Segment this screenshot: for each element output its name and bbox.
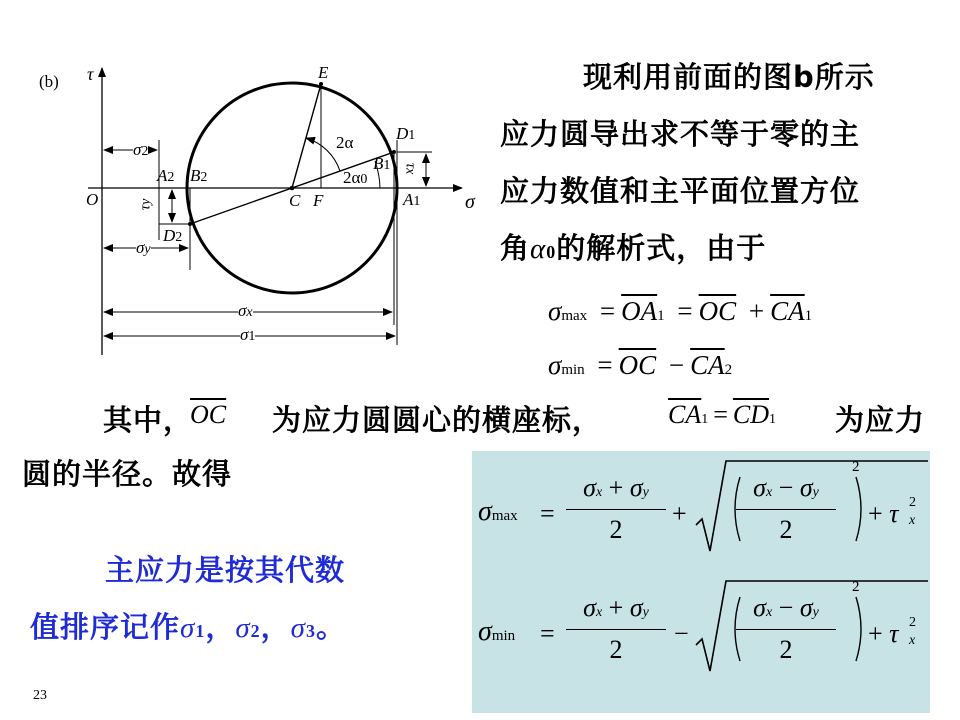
point-d1-label: D1	[396, 124, 416, 143]
sigma1-label: σ1	[240, 325, 256, 344]
center-label: C	[289, 191, 301, 210]
page-number: 23	[33, 688, 47, 703]
text-line-3: 应力数值和主平面位置方位	[500, 174, 861, 208]
arc-2alpha	[306, 138, 340, 171]
formula-max-lhs: σmax	[478, 496, 518, 527]
angle-2alpha-label: 2α	[336, 133, 354, 152]
blue-note-line-2: 值排序记作σ1，σ2，σ3。	[30, 610, 346, 644]
point-b1-label: B1	[373, 154, 391, 173]
principal-stress-formula-box: σmax = σx + σy 2 + σx − σy 2 2 + τ 2 x σmin = σx + σy 2 − σx − σy 2 2 + τ 2 x	[472, 451, 930, 713]
formula-max-numerator: σx + σy	[583, 473, 649, 502]
point-d2-label: D2	[163, 226, 183, 245]
point-b2-label: B2	[190, 166, 208, 185]
text-line-4: 角α0的解析式，由于	[500, 231, 767, 265]
eq-sigma-min-geometric: $\sigma\min = \overline{OC} - \overline{CA}2$	[548, 350, 733, 380]
sigma2-label: σ2	[133, 140, 149, 159]
text-line-1: 现利用前面的图b所示	[583, 60, 875, 94]
text-mid-2: 为应力圆圆心的横座标，	[272, 403, 603, 437]
text-mid-oc: $\overline{OC}$	[190, 400, 227, 429]
formula-max-diff: σx − σy	[753, 473, 819, 502]
angle-2alpha0-label: 2α0	[343, 168, 368, 187]
text-line-2: 应力圆导出求不等于零的主	[500, 117, 861, 151]
blue-note-line-1: 主应力是按其代数	[105, 553, 346, 587]
point-f-label: F	[313, 191, 324, 210]
text-mid-4: 圆的半径。故得	[22, 457, 233, 491]
tau-y-label: τy	[137, 198, 154, 211]
line-ce	[292, 84, 321, 188]
point-a1-label: A1	[403, 190, 421, 209]
tau-axis-label: τ	[87, 64, 94, 84]
origin-label: O	[86, 190, 99, 209]
formula-min-diff: σx − σy	[753, 593, 819, 622]
text-mid-3: 为应力	[835, 403, 926, 437]
sigmax-label: σx	[238, 301, 253, 320]
text-mid-1: 其中，	[103, 403, 194, 437]
sigmay-label: σy	[136, 238, 151, 257]
eq-radius: $\overline{CA}1 = \overline{CD}1$	[668, 400, 777, 429]
point-e-label: E	[318, 63, 329, 82]
sigma-axis-label: σ	[465, 191, 475, 213]
eq-sigma-max-geometric: $\sigma\max = \overline{OA}1 = \overline{OC} + \overline{CA}1$	[548, 296, 813, 326]
panel-label: (b)	[39, 72, 59, 91]
formula-min-lhs: σmin	[478, 616, 516, 647]
tau-x-label: τx	[402, 162, 419, 175]
point-a2-label: A2	[157, 166, 175, 185]
formula-min-numerator: σx + σy	[583, 593, 649, 622]
